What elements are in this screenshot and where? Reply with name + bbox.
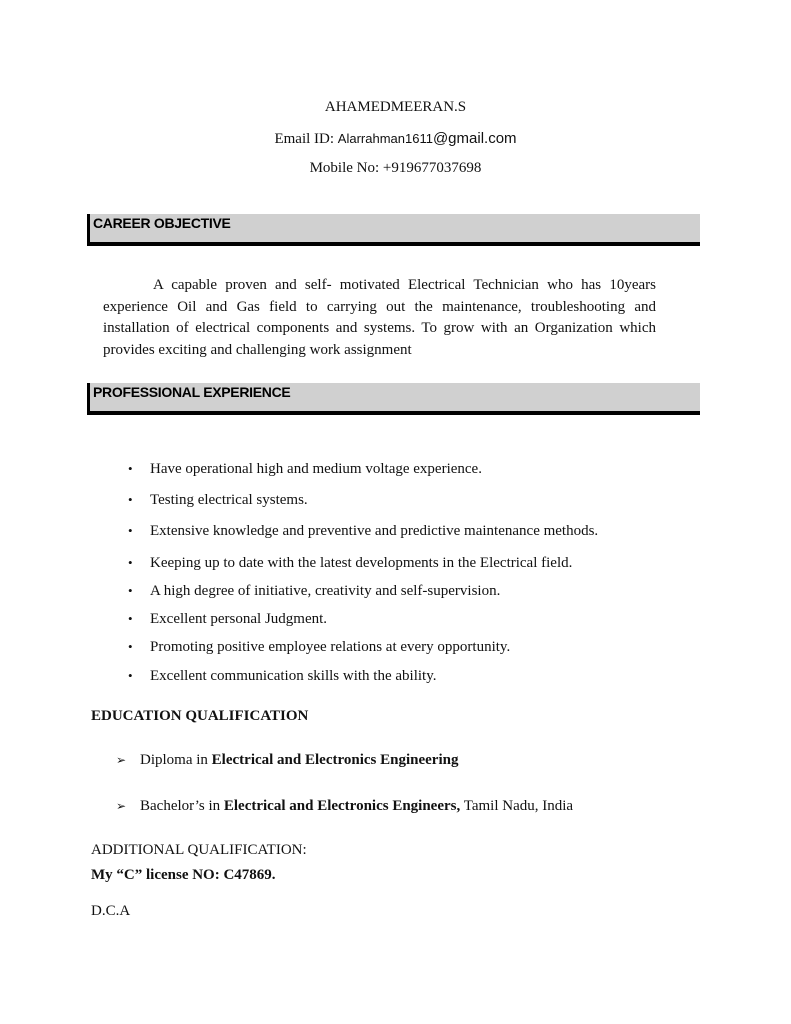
list-item-text: A high degree of initiative, creativity and self-supervision.: [150, 583, 501, 599]
list-item: [128, 582, 500, 600]
email-domain: @gmail.com: [432, 130, 517, 147]
email-user: Alarrahman1611: [337, 131, 433, 146]
bullet-icon: •: [128, 492, 133, 507]
education-item-suffix: Tamil Nadu, India: [460, 798, 574, 814]
bullet-icon: •: [128, 668, 133, 683]
education-item-prefix: Diploma in: [140, 752, 212, 768]
arrow-bullet-icon: ➢: [116, 799, 127, 813]
additional-qualification-heading: ADDITIONAL QUALIFICATION:: [91, 842, 307, 858]
education-item-degree: Electrical and Electronics Engineers,: [223, 798, 461, 814]
list-item: [128, 610, 327, 628]
bullet-icon: •: [128, 583, 133, 598]
list-item-text: Keeping up to date with the latest developments in the Electrical field.: [150, 555, 573, 571]
education-heading: EDUCATION QUALIFICATION: [91, 708, 309, 724]
bullet-icon: •: [128, 639, 133, 654]
arrow-bullet-icon: ➢: [116, 753, 127, 767]
list-item-text: Excellent personal Judgment.: [150, 611, 328, 627]
education-item-prefix: Bachelor’s in: [140, 798, 224, 814]
education-item-degree: Electrical and Electronics Engineering: [211, 752, 459, 768]
career-objective-text: A capable proven and self- motivated Electrical Technician who has 10years experience Oil and Gas field to carrying out the maintenance, troubleshooting and installation of electrical components and systems. To grow with an Organization which provides exciting and challenging work assignment: [103, 277, 656, 358]
list-item: [128, 460, 482, 478]
list-item-text: Extensive knowledge and preventive and predictive maintenance methods.: [150, 523, 599, 539]
email-label: Email ID:: [274, 131, 338, 147]
candidate-name: AHAMEDMEERAN.S: [324, 99, 467, 115]
list-item: [128, 667, 436, 685]
bullet-icon: •: [128, 523, 133, 538]
list-item: [128, 491, 308, 509]
bullet-icon: •: [128, 461, 133, 476]
list-item-text: Excellent communication skills with the ability.: [150, 668, 437, 684]
bullet-icon: •: [128, 555, 133, 570]
list-item: [128, 638, 510, 656]
career-objective-bar: [87, 214, 700, 246]
list-item: [128, 554, 572, 572]
mobile-line: Mobile No: +919677037698: [309, 160, 482, 176]
list-item: [128, 522, 598, 540]
list-item-text: Testing electrical systems.: [150, 492, 308, 508]
education-item: [116, 751, 458, 769]
license-line: My “C” license NO: C47869.: [91, 867, 276, 883]
list-item-text: Promoting positive employee relations at every opportunity.: [150, 639, 511, 655]
email-line: [0, 130, 791, 148]
bullet-icon: •: [128, 611, 133, 626]
professional-experience-bar: [87, 383, 700, 415]
professional-experience-heading: PROFESSIONAL EXPERIENCE: [93, 384, 291, 400]
dca-line: D.C.A: [91, 903, 131, 919]
list-item-text: Have operational high and medium voltage experience.: [150, 461, 482, 477]
education-item: [116, 797, 573, 815]
career-objective-heading: CAREER OBJECTIVE: [93, 215, 231, 231]
